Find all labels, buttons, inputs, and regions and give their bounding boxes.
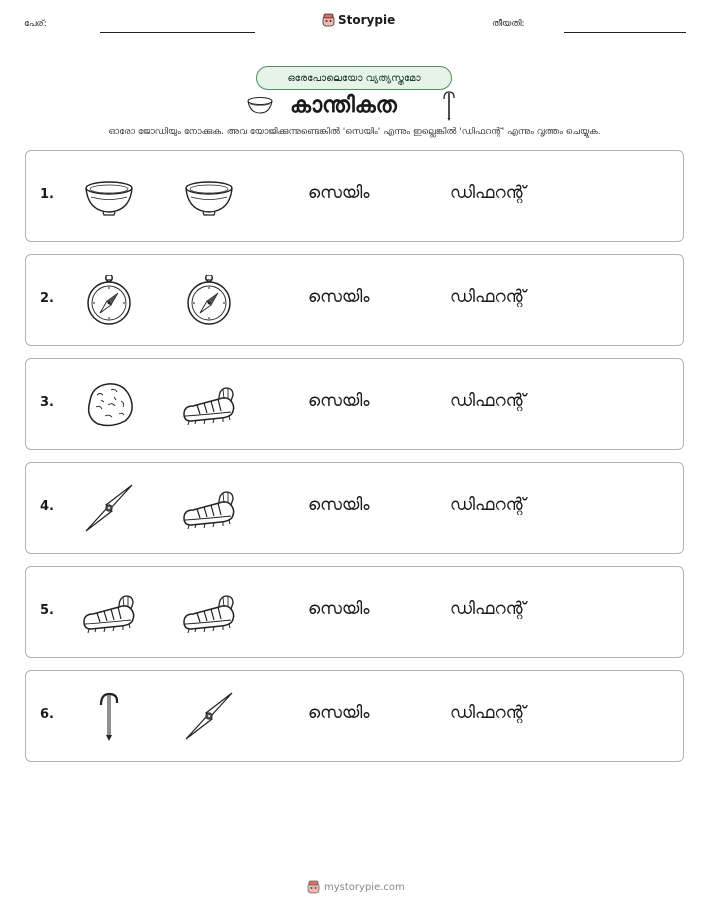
brand-name: Storypie (338, 13, 396, 27)
same-option[interactable]: സെയിം (308, 495, 370, 515)
brand-logo (322, 13, 395, 27)
compass-icon (181, 275, 237, 325)
rock-icon (81, 379, 137, 429)
date-line[interactable] (564, 32, 686, 33)
sandal-icon (181, 483, 237, 533)
exercise-row-1 (25, 150, 684, 242)
exercise-row-5 (25, 566, 684, 658)
same-option[interactable]: സെയിം (308, 599, 370, 619)
exercise-row-3 (25, 358, 684, 450)
bowl-icon (246, 96, 274, 116)
cane-icon (81, 691, 137, 741)
storypie-mascot-icon (322, 13, 335, 27)
sandal-icon (181, 379, 237, 429)
footer (307, 880, 405, 894)
row-number: 3. (40, 395, 54, 410)
same-option[interactable]: സെയിം (308, 703, 370, 723)
row-number: 4. (40, 499, 54, 514)
cane-icon (440, 90, 456, 122)
bowl-icon (81, 171, 137, 221)
bowl-icon (181, 171, 237, 221)
name-label: പേര്: (24, 19, 47, 29)
row-number: 1. (40, 187, 54, 202)
different-option[interactable]: ഡിഫറന്റ് (450, 495, 526, 515)
different-option[interactable]: ഡിഫറന്റ് (450, 599, 526, 619)
same-option[interactable]: സെയിം (308, 183, 370, 203)
row-number: 2. (40, 291, 54, 306)
row-number: 6. (40, 707, 54, 722)
date-label: തീയതി: (492, 19, 525, 29)
footer-url[interactable]: mystorypie.com (324, 881, 405, 893)
sandal-icon (181, 587, 237, 637)
same-option[interactable]: സെയിം (308, 287, 370, 307)
exercise-row-6 (25, 670, 684, 762)
row-number: 5. (40, 603, 54, 618)
different-option[interactable]: ഡിഫറന്റ് (450, 287, 526, 307)
subtitle-pill: ഒരേപോലെയോ വ്യത്യസ്തമോ (256, 66, 452, 90)
different-option[interactable]: ഡിഫറന്റ് (450, 391, 526, 411)
needle-icon (81, 483, 137, 533)
same-option[interactable]: സെയിം (308, 391, 370, 411)
instructions: ഓരോ ജോഡിയും നോക്കുക. അവ യോജിക്കുന്നുണ്ടെങ്കിൽ 'സെയിം' എന്നും ഇല്ലെങ്കിൽ 'ഡിഫറന്റ്' എന്നും വൃത്തം ചെയ്യുക. (108, 127, 601, 137)
different-option[interactable]: ഡിഫറന്റ് (450, 703, 526, 723)
storypie-mascot-icon (307, 880, 320, 894)
exercise-row-2 (25, 254, 684, 346)
compass-icon (81, 275, 137, 325)
sandal-icon (81, 587, 137, 637)
exercise-row-4 (25, 462, 684, 554)
name-line[interactable] (100, 32, 255, 33)
needle-icon (181, 691, 237, 741)
different-option[interactable]: ഡിഫറന്റ് (450, 183, 526, 203)
page-title: കാന്തികത (290, 93, 397, 118)
